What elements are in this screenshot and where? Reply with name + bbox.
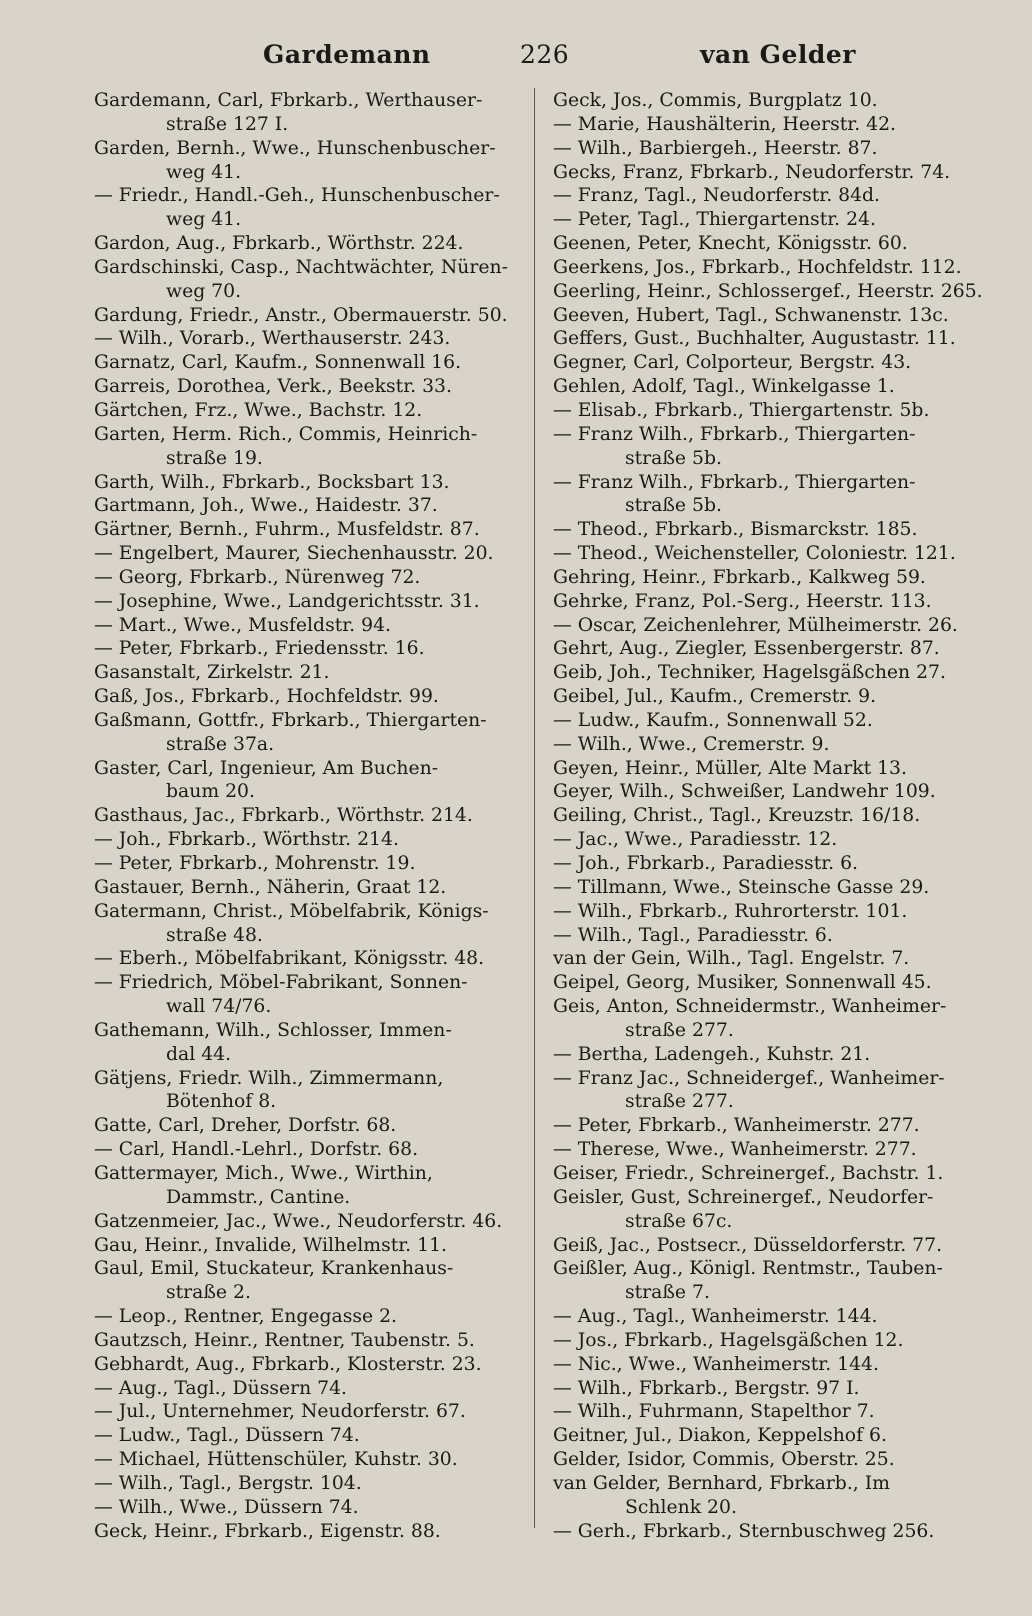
entry-continuation: Schlenk 20.: [625, 1496, 737, 1518]
directory-entry: Gardschinski, Casp., Nachtwächter, Nüren-: [94, 256, 508, 278]
directory-entry: Geitner, Jul., Diakon, Keppelshof 6.: [553, 1425, 887, 1447]
directory-entry: — Wilh., Fbrkarb., Ruhrorterstr. 101.: [553, 900, 908, 922]
directory-entry: Gardung, Friedr., Anstr., Obermauerstr. 50.: [94, 304, 508, 326]
entry-continuation: Bötenhof 8.: [166, 1091, 277, 1113]
directory-entry: Gecks, Franz, Fbrkarb., Neudorferstr. 74.: [553, 161, 951, 183]
directory-entry: — Bertha, Ladengeh., Kuhstr. 21.: [553, 1043, 871, 1065]
directory-entry: Geerling, Heinr., Schlossergef., Heerstr. 265.: [553, 280, 983, 302]
directory-entry: — Franz Wilh., Fbrkarb., Thiergarten-: [553, 471, 916, 493]
entry-continuation: straße 48.: [166, 924, 263, 946]
directory-entry: — Jos., Fbrkarb., Hagelsgäßchen 12.: [553, 1329, 904, 1351]
directory-entry: — Theod., Fbrkarb., Bismarckstr. 185.: [553, 519, 918, 541]
directory-entry: Geißler, Aug., Königl. Rentmstr., Tauben-: [553, 1258, 943, 1280]
directory-entry: Geerkens, Jos., Fbrkarb., Hochfeldstr. 112.: [553, 256, 962, 278]
directory-entry: Geffers, Gust., Buchhalter, Augustastr. 11.: [553, 328, 956, 350]
directory-entry: — Michael, Hüttenschüler, Kuhstr. 30.: [94, 1449, 458, 1471]
directory-entry: Geiser, Friedr., Schreinergef., Bachstr. 1.: [553, 1162, 944, 1184]
directory-entry: Geiling, Christ., Tagl., Kreuzstr. 16/18.: [553, 805, 921, 827]
entry-continuation: straße 37a.: [166, 733, 275, 755]
directory-entry: — Aug., Tagl., Düssern 74.: [94, 1377, 348, 1399]
directory-entry: — Franz, Tagl., Neudorferstr. 84d.: [553, 185, 881, 207]
entry-continuation: weg 41.: [166, 209, 242, 231]
directory-entry: — Franz Jac., Schneidergef., Wanheimer-: [553, 1067, 945, 1089]
directory-entry: van Gelder, Bernhard, Fbrkarb., Im: [553, 1472, 890, 1494]
directory-entry: Gegner, Carl, Colporteur, Bergstr. 43.: [553, 352, 912, 374]
directory-entry: Garten, Herm. Rich., Commis, Heinrich-: [94, 423, 478, 445]
directory-entry: — Jac., Wwe., Paradiesstr. 12.: [553, 829, 838, 851]
page-number: 226: [520, 40, 570, 69]
directory-entry: Gatermann, Christ., Möbelfabrik, Königs-: [94, 900, 489, 922]
directory-entry: Gatzenmeier, Jac., Wwe., Neudorferstr. 46.: [94, 1210, 503, 1232]
directory-entry: Gaul, Emil, Stuckateur, Krankenhaus-: [94, 1258, 454, 1280]
directory-entry: Gautzsch, Heinr., Rentner, Taubenstr. 5.: [94, 1329, 475, 1351]
directory-entry: van der Gein, Wilh., Tagl. Engelstr. 7.: [553, 948, 910, 970]
directory-entry: — Leop., Rentner, Engegasse 2.: [94, 1306, 397, 1328]
directory-entry: Gelder, Isidor, Commis, Oberstr. 25.: [553, 1449, 895, 1471]
column-divider: [534, 88, 535, 1528]
directory-entry: Gärtner, Bernh., Fuhrm., Musfeldstr. 87.: [94, 519, 480, 541]
directory-entry: Gehring, Heinr., Fbrkarb., Kalkweg 59.: [553, 566, 926, 588]
entry-continuation: Dammstr., Cantine.: [166, 1186, 351, 1208]
directory-entry: — Aug., Tagl., Wanheimerstr. 144.: [553, 1306, 878, 1328]
directory-entry: — Marie, Haushälterin, Heerstr. 42.: [553, 113, 897, 135]
running-head-left: Gardemann: [263, 40, 431, 69]
directory-entry: Garden, Bernh., Wwe., Hunschenbuscher-: [94, 137, 496, 159]
directory-entry: Gaß, Jos., Fbrkarb., Hochfeldstr. 99.: [94, 686, 439, 708]
directory-entry: — Therese, Wwe., Wanheimerstr. 277.: [553, 1139, 917, 1161]
directory-entry: Geipel, Georg, Musiker, Sonnenwall 45.: [553, 972, 932, 994]
directory-entry: — Friedr., Handl.-Geh., Hunschenbuscher-: [94, 185, 500, 207]
directory-entry: Geyer, Wilh., Schweißer, Landwehr 109.: [553, 781, 936, 803]
directory-entry: Geibel, Jul., Kaufm., Cremerstr. 9.: [553, 686, 877, 708]
entry-continuation: wall 74/76.: [166, 996, 272, 1018]
directory-entry: Gardon, Aug., Fbrkarb., Wörthstr. 224.: [94, 233, 464, 255]
directory-entry: Gathemann, Wilh., Schlosser, Immen-: [94, 1019, 452, 1041]
directory-entry: — Gerh., Fbrkarb., Sternbuschweg 256.: [553, 1520, 935, 1542]
right-column: [553, 89, 993, 1543]
directory-entry: — Wilh., Wwe., Cremerstr. 9.: [553, 733, 830, 755]
entry-continuation: straße 19.: [166, 447, 263, 469]
directory-entry: Gasthaus, Jac., Fbrkarb., Wörthstr. 214.: [94, 805, 473, 827]
directory-entry: — Peter, Fbrkarb., Wanheimerstr. 277.: [553, 1115, 920, 1137]
directory-entry: — Wilh., Fuhrmann, Stapelthor 7.: [553, 1401, 875, 1423]
directory-entry: Geeven, Hubert, Tagl., Schwanenstr. 13c.: [553, 304, 949, 326]
directory-entry: — Tillmann, Wwe., Steinsche Gasse 29.: [553, 876, 930, 898]
directory-entry: — Nic., Wwe., Wanheimerstr. 144.: [553, 1353, 879, 1375]
directory-entry: Geis, Anton, Schneidermstr., Wanheimer-: [553, 996, 947, 1018]
directory-entry: — Carl, Handl.-Lehrl., Dorfstr. 68.: [94, 1139, 419, 1161]
entry-continuation: weg 41.: [166, 161, 242, 183]
directory-entry: Geenen, Peter, Knecht, Königsstr. 60.: [553, 233, 908, 255]
directory-entry: — Joh., Fbrkarb., Paradiesstr. 6.: [553, 853, 859, 874]
directory-entry: — Wilh., Fbrkarb., Bergstr. 97 I.: [553, 1377, 860, 1399]
directory-entry: Garnatz, Carl, Kaufm., Sonnenwall 16.: [94, 352, 462, 374]
entry-continuation: straße 5b.: [625, 447, 722, 469]
directory-entry: — Wilh., Barbiergeh., Heerstr. 87.: [553, 137, 878, 159]
directory-entry: Gastauer, Bernh., Näherin, Graat 12.: [94, 876, 447, 898]
directory-entry: — Josephine, Wwe., Landgerichtsstr. 31.: [94, 590, 480, 612]
directory-entry: Gehlen, Adolf, Tagl., Winkelgasse 1.: [553, 376, 895, 398]
directory-entry: — Georg, Fbrkarb., Nürenweg 72.: [94, 566, 421, 588]
directory-entry: — Ludw., Tagl., Düssern 74.: [94, 1425, 360, 1447]
directory-entry: — Wilh., Wwe., Düssern 74.: [94, 1496, 359, 1518]
directory-entry: — Joh., Fbrkarb., Wörthstr. 214.: [94, 829, 399, 851]
directory-entry: — Friedrich, Möbel-Fabrikant, Sonnen-: [94, 972, 468, 994]
entry-continuation: straße 5b.: [625, 495, 722, 517]
directory-entry: Gätjens, Friedr. Wilh., Zimmermann,: [94, 1067, 444, 1089]
entry-continuation: straße 277.: [625, 1091, 734, 1113]
directory-entry: Geib, Joh., Techniker, Hagelsgäßchen 27.: [553, 662, 946, 684]
directory-entry: Gattermayer, Mich., Wwe., Wirthin,: [94, 1162, 433, 1184]
directory-entry: Geck, Jos., Commis, Burgplatz 10.: [553, 90, 878, 111]
directory-entry: — Elisab., Fbrkarb., Thiergartenstr. 5b.: [553, 399, 930, 421]
directory-entry: Gehrke, Franz, Pol.-Serg., Heerstr. 113.: [553, 590, 932, 612]
directory-entry: Gärtchen, Frz., Wwe., Bachstr. 12.: [94, 399, 423, 421]
left-column: [94, 89, 534, 1543]
directory-entry: Gebhardt, Aug., Fbrkarb., Klosterstr. 23.: [94, 1353, 482, 1375]
directory-entry: Geiß, Jac., Postsecr., Düsseldorferstr. 77.: [553, 1234, 943, 1256]
directory-entry: Gasanstalt, Zirkelstr. 21.: [94, 662, 330, 684]
directory-entry: — Franz Wilh., Fbrkarb., Thiergarten-: [553, 423, 916, 445]
directory-entry: Gartmann, Joh., Wwe., Haidestr. 37.: [94, 495, 438, 517]
directory-entry: — Peter, Fbrkarb., Friedensstr. 16.: [94, 638, 425, 660]
directory-entry: — Theod., Weichensteller, Coloniestr. 121.: [553, 543, 956, 565]
directory-entry: Garreis, Dorothea, Verk., Beekstr. 33.: [94, 376, 452, 398]
running-head-right: van Gelder: [700, 40, 856, 69]
directory-entry: — Oscar, Zeichenlehrer, Mülheimerstr. 26.: [553, 614, 958, 636]
directory-entry: — Mart., Wwe., Musfeldstr. 94.: [94, 614, 391, 636]
directory-entry: — Engelbert, Maurer, Siechenhausstr. 20.: [94, 543, 494, 565]
directory-entry: — Ludw., Kaufm., Sonnenwall 52.: [553, 709, 873, 731]
directory-entry: — Wilh., Tagl., Paradiesstr. 6.: [553, 924, 833, 946]
directory-entry: Gatte, Carl, Dreher, Dorfstr. 68.: [94, 1115, 397, 1137]
directory-entry: — Wilh., Tagl., Bergstr. 104.: [94, 1472, 362, 1494]
entry-continuation: baum 20.: [166, 781, 255, 803]
entry-continuation: straße 277.: [625, 1019, 734, 1041]
directory-entry: Gau, Heinr., Invalide, Wilhelmstr. 11.: [94, 1234, 447, 1256]
directory-entry: — Peter, Tagl., Thiergartenstr. 24.: [553, 209, 876, 231]
entry-continuation: dal 44.: [166, 1043, 232, 1065]
directory-entry: — Jul., Unternehmer, Neudorferstr. 67.: [94, 1401, 466, 1423]
entry-continuation: straße 2.: [166, 1282, 251, 1304]
directory-entry: — Peter, Fbrkarb., Mohrenstr. 19.: [94, 853, 416, 874]
entry-continuation: straße 67c.: [625, 1210, 733, 1232]
directory-entry: Gaßmann, Gottfr., Fbrkarb., Thiergarten-: [94, 709, 487, 731]
directory-entry: Geisler, Gust, Schreinergef., Neudorfer-: [553, 1186, 934, 1208]
entry-continuation: straße 7.: [625, 1282, 710, 1304]
entry-continuation: straße 127 I.: [166, 113, 289, 135]
directory-entry: Gehrt, Aug., Ziegler, Essenbergerstr. 87.: [553, 638, 940, 660]
directory-entry: — Eberh., Möbelfabrikant, Königsstr. 48.: [94, 948, 485, 970]
directory-entry: Gardemann, Carl, Fbrkarb., Werthauser-: [94, 90, 483, 111]
directory-entry: Geyen, Heinr., Müller, Alte Markt 13.: [553, 757, 907, 779]
directory-entry: Geck, Heinr., Fbrkarb., Eigenstr. 88.: [94, 1520, 441, 1542]
directory-entry: Garth, Wilh., Fbrkarb., Bocksbart 13.: [94, 471, 450, 493]
directory-entry: Gaster, Carl, Ingenieur, Am Buchen-: [94, 757, 439, 779]
entry-continuation: weg 70.: [166, 280, 242, 302]
directory-entry: — Wilh., Vorarb., Werthauserstr. 243.: [94, 328, 451, 350]
